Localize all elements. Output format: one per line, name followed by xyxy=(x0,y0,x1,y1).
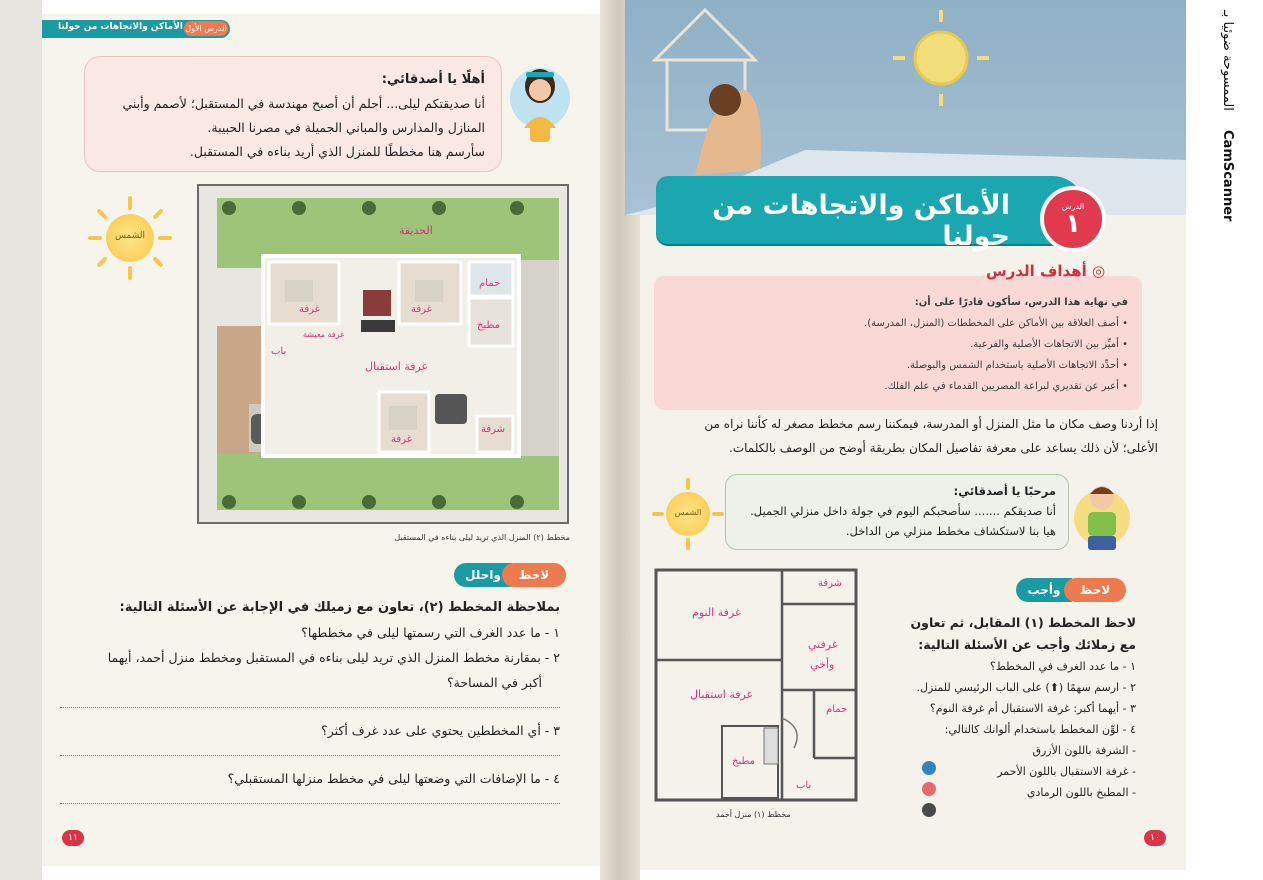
bubble-line: هيا بنا لاستكشاف مخطط منزلي من الداخل. xyxy=(845,524,1056,538)
observe-label-b: وأجب xyxy=(1016,578,1072,602)
paragraph-line: الأعلى؛ لأن ذلك يساعد على معرفة تفاصيل المكان بطريقة أوضح من الوصف بالكلمات. xyxy=(729,441,1158,455)
plan1-label-door: باب xyxy=(796,780,812,791)
bubble-line: أنا صديقتكم ليلى... أحلم أن أصبح مهندسة في المستقبل؛ لأصمم وأبني xyxy=(122,96,485,111)
question-4: ٤ - لوِّن المخطط باستخدام ألوانك كالتالي: xyxy=(944,723,1136,736)
sun-label: الشمس xyxy=(115,231,145,241)
sun-label: الشمس xyxy=(674,508,702,517)
color-dot-red xyxy=(922,782,936,796)
house-plan-2-drawing xyxy=(199,186,567,522)
plan-label-living-room: غرفة معيشة xyxy=(303,330,345,339)
plan-2-caption: مخطط (٢) المنزل الذي تريد ليلى بناءه في المستقبل xyxy=(394,533,570,542)
question-2: ٢ - ارسم سهمًا (⬆) على الباب الرئيسي للمنزل. xyxy=(916,681,1136,694)
observe-analyze-heading xyxy=(448,563,566,587)
plan1-label-kitchen: مطبخ xyxy=(732,756,756,767)
plan1-label-living: غرفة استقبال xyxy=(690,688,753,701)
observe-label-a: لاحظ xyxy=(502,563,566,587)
question-1: ١ - ما عدد الغرف في المخطط؟ xyxy=(989,660,1136,673)
questions-left xyxy=(60,595,560,804)
plan-label-room: غرفة xyxy=(299,304,320,315)
plan-label-bath: حمام xyxy=(479,278,501,289)
question-3: ٣ - أيهما أكبر: غرفة الاستقبال أم غرفة النوم؟ xyxy=(929,702,1136,715)
answer-line[interactable] xyxy=(60,803,560,804)
question-3: ٣ - أي المخططين يحتوي على عدد غرف أكثر؟ xyxy=(321,723,560,738)
speech-bubble-boy xyxy=(725,474,1069,550)
page-number-left: ١١ xyxy=(62,830,84,846)
color-dot-gray xyxy=(922,803,936,817)
boy-illustration xyxy=(1072,474,1132,558)
plan-label-door: باب xyxy=(271,346,287,357)
question-1: ١ - ما عدد الغرف التي رسمتها ليلى في مخططها؟ xyxy=(301,625,560,640)
lesson-number-badge xyxy=(1040,186,1106,252)
plan1-label-my-room: غرفتي xyxy=(808,638,838,651)
plan-1-caption: مخطط (١) منزل أحمد xyxy=(716,810,791,819)
color-dot-blue xyxy=(922,761,936,775)
question-4: ٤ - ما الإضافات التي وضعتها ليلى في مخطط منزلها المستقبلي؟ xyxy=(227,771,560,786)
plan1-label-bedroom: غرفة النوم xyxy=(692,606,741,619)
plan1-label-balcony: شرفة xyxy=(818,578,843,589)
questions-title: لاحظ المخطط (١) المقابل، ثم تعاون xyxy=(910,615,1136,630)
goals-heading-text: أهداف الدرس xyxy=(986,262,1087,280)
plan-label-room: غرفة xyxy=(411,304,432,315)
lesson-badge-label: الدرس xyxy=(1061,202,1085,211)
intro-paragraph xyxy=(648,412,1158,460)
goal-item: • أميِّز بين الاتجاهات الأصلية والفرعية. xyxy=(970,339,1128,350)
goal-item: • أصف العلاقة بين الأماكن على المخططات (المنزل، المدرسة). xyxy=(864,318,1128,329)
observe-answer-heading xyxy=(1006,578,1126,602)
plan-label-balcony: شرفة xyxy=(481,424,506,435)
question-2-a: ٢ - بمقارنة مخطط المنزل الذي تريد ليلى بناءه في المستقبل ومخطط منزل أحمد، أيهما xyxy=(107,650,560,665)
goal-item: • أحدِّد الاتجاهات الأصلية باستخدام الشمس والبوصلة. xyxy=(906,360,1128,371)
target-icon: ◎ xyxy=(1092,262,1106,280)
answer-line[interactable] xyxy=(60,755,560,756)
plan-label-living: غرفة استقبال xyxy=(365,360,428,373)
scanner-watermark-text: الممسوحة ضوئيا بـ xyxy=(1220,10,1235,111)
house-plan-2 xyxy=(197,184,569,524)
color-instruction-kitchen: - المطبخ باللون الرمادي xyxy=(1026,786,1136,799)
bubble-greeting: أهلًا يا أصدقائي: xyxy=(381,72,485,87)
plan1-label-bath: حمام xyxy=(826,704,848,715)
page-header-title: الأماكن والاتجاهات من حولنا xyxy=(58,22,183,32)
questions-right xyxy=(860,612,1136,803)
questions-title: مع زملائك وأجب عن الأسئلة التالية: xyxy=(918,637,1136,652)
color-instruction-living: - غرفة الاستقبال باللون الأحمر xyxy=(997,765,1136,778)
goal-item: • أعبر عن تقديري لبراعة المصريين القدماء في علم الفلك. xyxy=(884,381,1128,392)
question-2-b: أكبر في المساحة؟ xyxy=(447,675,542,690)
page-header-tag: الدرس الأول xyxy=(184,21,228,36)
house-plan-1 xyxy=(654,568,860,808)
paragraph-line: إذا أردنا وصف مكان ما مثل المنزل أو المدرسة، فيمكننا رسم مخطط مصغر له كأننا نراه من xyxy=(704,417,1158,431)
page-number-right: ١٠ xyxy=(1144,830,1166,846)
lesson-badge-number: ١ xyxy=(1065,209,1081,239)
color-instruction-balcony: - الشرفة باللون الأزرق xyxy=(1032,744,1136,757)
bubble-line: المنازل والمدارس والمباني الجميلة في مصرنا الحبيبة. xyxy=(207,120,485,135)
plan-label-kitchen: مطبخ xyxy=(477,320,501,331)
scanner-brand: CamScanner xyxy=(1220,130,1235,222)
lesson-goals-box xyxy=(654,276,1142,410)
lesson-title: الأماكن والاتجاهات من حولنا xyxy=(712,190,1010,252)
plan-label-garden: الحديقة xyxy=(399,224,433,237)
observe-label-b: واحلل xyxy=(454,563,512,587)
bubble-greeting: مرحبًا يا أصدقائي: xyxy=(953,484,1056,498)
scan-edge-left xyxy=(0,0,42,880)
scanner-watermark xyxy=(1220,10,1250,270)
bubble-line: أنا صديقكم ....... سأصحبكم اليوم في جولة داخل منزلي الجميل. xyxy=(750,504,1056,518)
plan-label-room: غرفة xyxy=(391,434,412,445)
sun-icon xyxy=(88,196,172,280)
sun-icon xyxy=(652,478,724,550)
questions-title: بملاحظة المخطط (٢)، تعاون مع زميلك في الإجابة عن الأسئلة التالية: xyxy=(119,600,560,615)
answer-line[interactable] xyxy=(60,707,560,708)
goals-heading xyxy=(986,262,1105,280)
speech-bubble-laila xyxy=(84,56,502,172)
plan1-label-my-room2: وأخي xyxy=(810,658,835,671)
girl-illustration xyxy=(508,58,572,146)
goals-intro: في نهاية هذا الدرس، سأكون قادرًا على أن: xyxy=(914,297,1128,308)
observe-label-a: لاحظ xyxy=(1064,578,1126,602)
bubble-line: سأرسم هنا مخططًا للمنزل الذي أريد بناءه في المستقبل. xyxy=(189,144,485,159)
